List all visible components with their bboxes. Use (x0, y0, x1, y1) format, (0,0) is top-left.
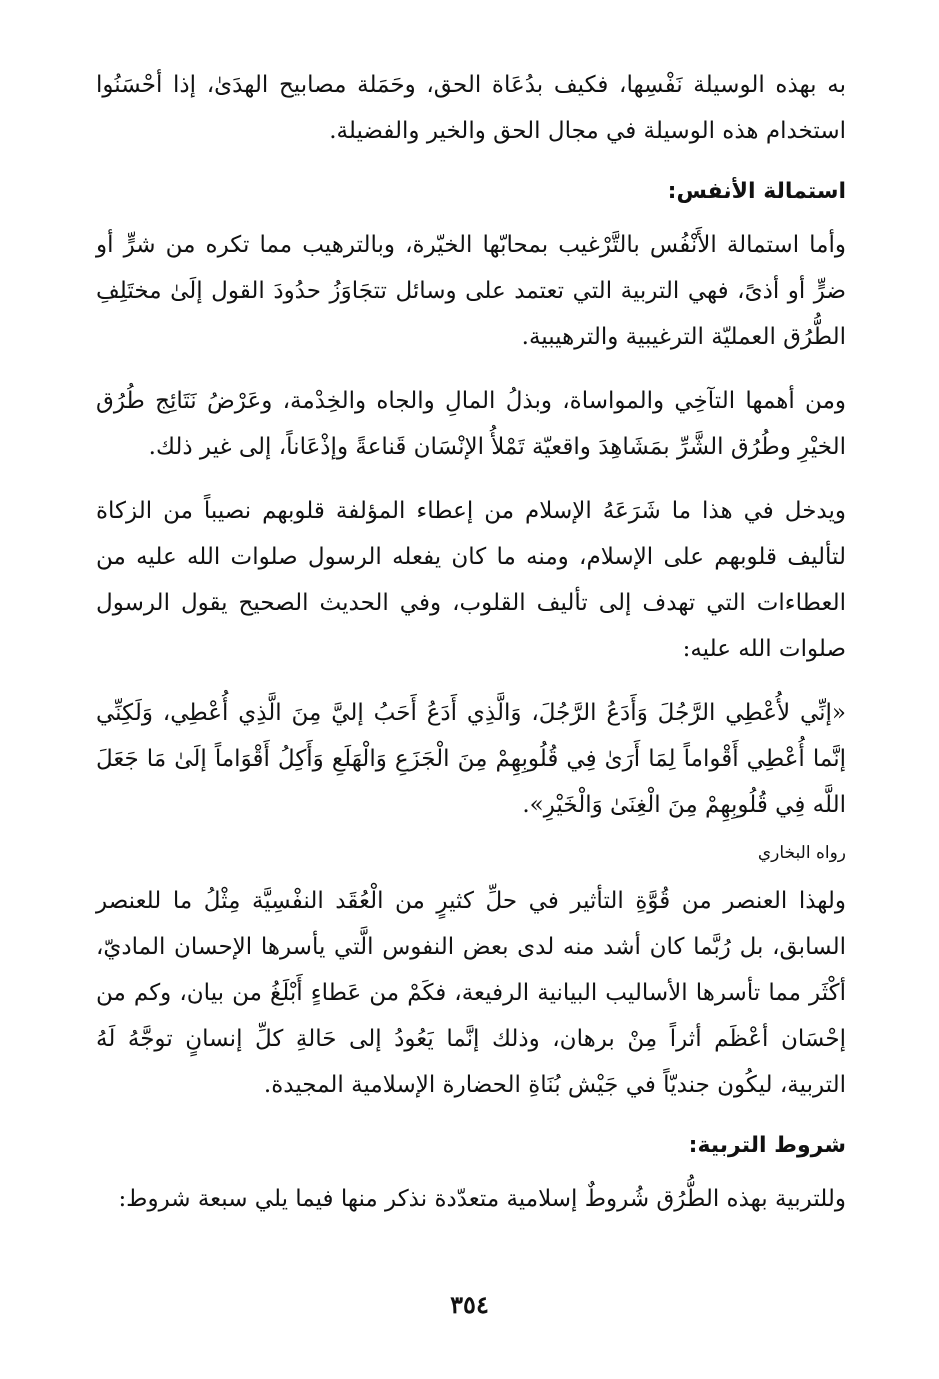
section-heading-shurut: شروط التربية: (688, 1133, 846, 1158)
section-heading-istimala: استمالة الأنفس: (667, 179, 846, 204)
paragraph-4: ويدخل في هذا ما شَرَعَهُ الإسلام من إعطاء المؤلفة قلوبهم نصيباً من الزكاة لتأليف قلوبهم على الإسلام، ومنه ما كان يفعله الرسول صلوات الله عليه من العطاءات التي تهدف إلى تأليف القلوب، وفي الحديث الصحيح يقول الرسول صلوات الله عليه: (96, 498, 846, 662)
page-body (96, 62, 846, 1240)
hadith-source: رواه البخاري (757, 843, 846, 863)
paragraph-1: به بهذه الوسيلة نَفْسِها، فكيف بدُعَاة الحق، وحَمَلة مصابيح الهدَىٰ، إذا أحْسَنُوا استخدام هذه الوسيلة في مجال الحق والخير والفضيلة. (96, 72, 846, 144)
paragraph-2: وأما استمالة الأَنْفُس بالتَّرْغيب بمحابّها الخيّرة، وبالترهيب مما تكره من شرٍّ أو ضرٍّ أو أذىً، فهي التربية التي تعتمد على وسائل تتجَاوَزُ حدُودَ القول إلَىٰ مختَلِفِ الطُّرُق العمليّة الترغيبية والترهيبية. (96, 232, 846, 350)
paragraph-6: وللتربية بهذه الطُّرُق شُروطٌ إسلامية متعدّدة نذكر منها فيما يلي سبعة شروط: (118, 1186, 846, 1212)
page-number: ٣٥٤ (450, 1290, 489, 1319)
paragraph-3: ومن أهمها التآخِي والمواساة، وبذلُ المالِ والجاه والخِدْمة، وعَرْضُ نَتَائِج طُرُق الخيْرِ وطُرُق الشَّرِّ بمَشَاهِدَ واقعيّة تَمْلأُ الإنْسَان قَناعةً وإذْعَاناً، إلى غير ذلك. (96, 388, 846, 460)
hadith-quote: «إنِّي لأُعْطِي الرَّجُلَ وَأَدَعُ الرَّجُلَ، وَالَّذِي أَدَعُ أَحَبُ إليَّ مِنَ الَّذِي أُعْطِي، وَلَكِنِّي إنَّما أُعْطِي أَقْواماً لِمَا أَرَىٰ فِي قُلُوبِهِمْ مِنَ الْجَزَعِ وَالْهَلَعِ وَأَكِلُ أَقْوَاماً إلَىٰ مَا جَعَلَ اللَّه فِي قُلُوبِهِمْ مِنَ الْغِنَىٰ وَالْخَيْرِ». (96, 700, 846, 818)
paragraph-5: ولهذا العنصر من قُوَّةِ التأثير في حلِّ كثيرٍ من الْعُقَد النفْسِيَّة مِثْلُ ما للعنصر السابق، بل رُبَّما كان أشد منه لدى بعض النفوس الَّتي يأسرها الإحسان الماديّ، أكْثَر مما تأسرها الأساليب البيانية الرفيعة، فكَمْ من عَطاءٍ أَبْلَغُ من بيان، وكم من إحْسَان أعْظَم أثراً مِنْ برهان، وذلك إنَّما يَعُودُ إلى حَالةِ كلِّ إنسانٍ توجَّهُ لَهُ التربية، ليكُون جنديّاً في جَيْش بُنَاةِ الحضارة الإسلامية المجيدة. (96, 888, 846, 1098)
